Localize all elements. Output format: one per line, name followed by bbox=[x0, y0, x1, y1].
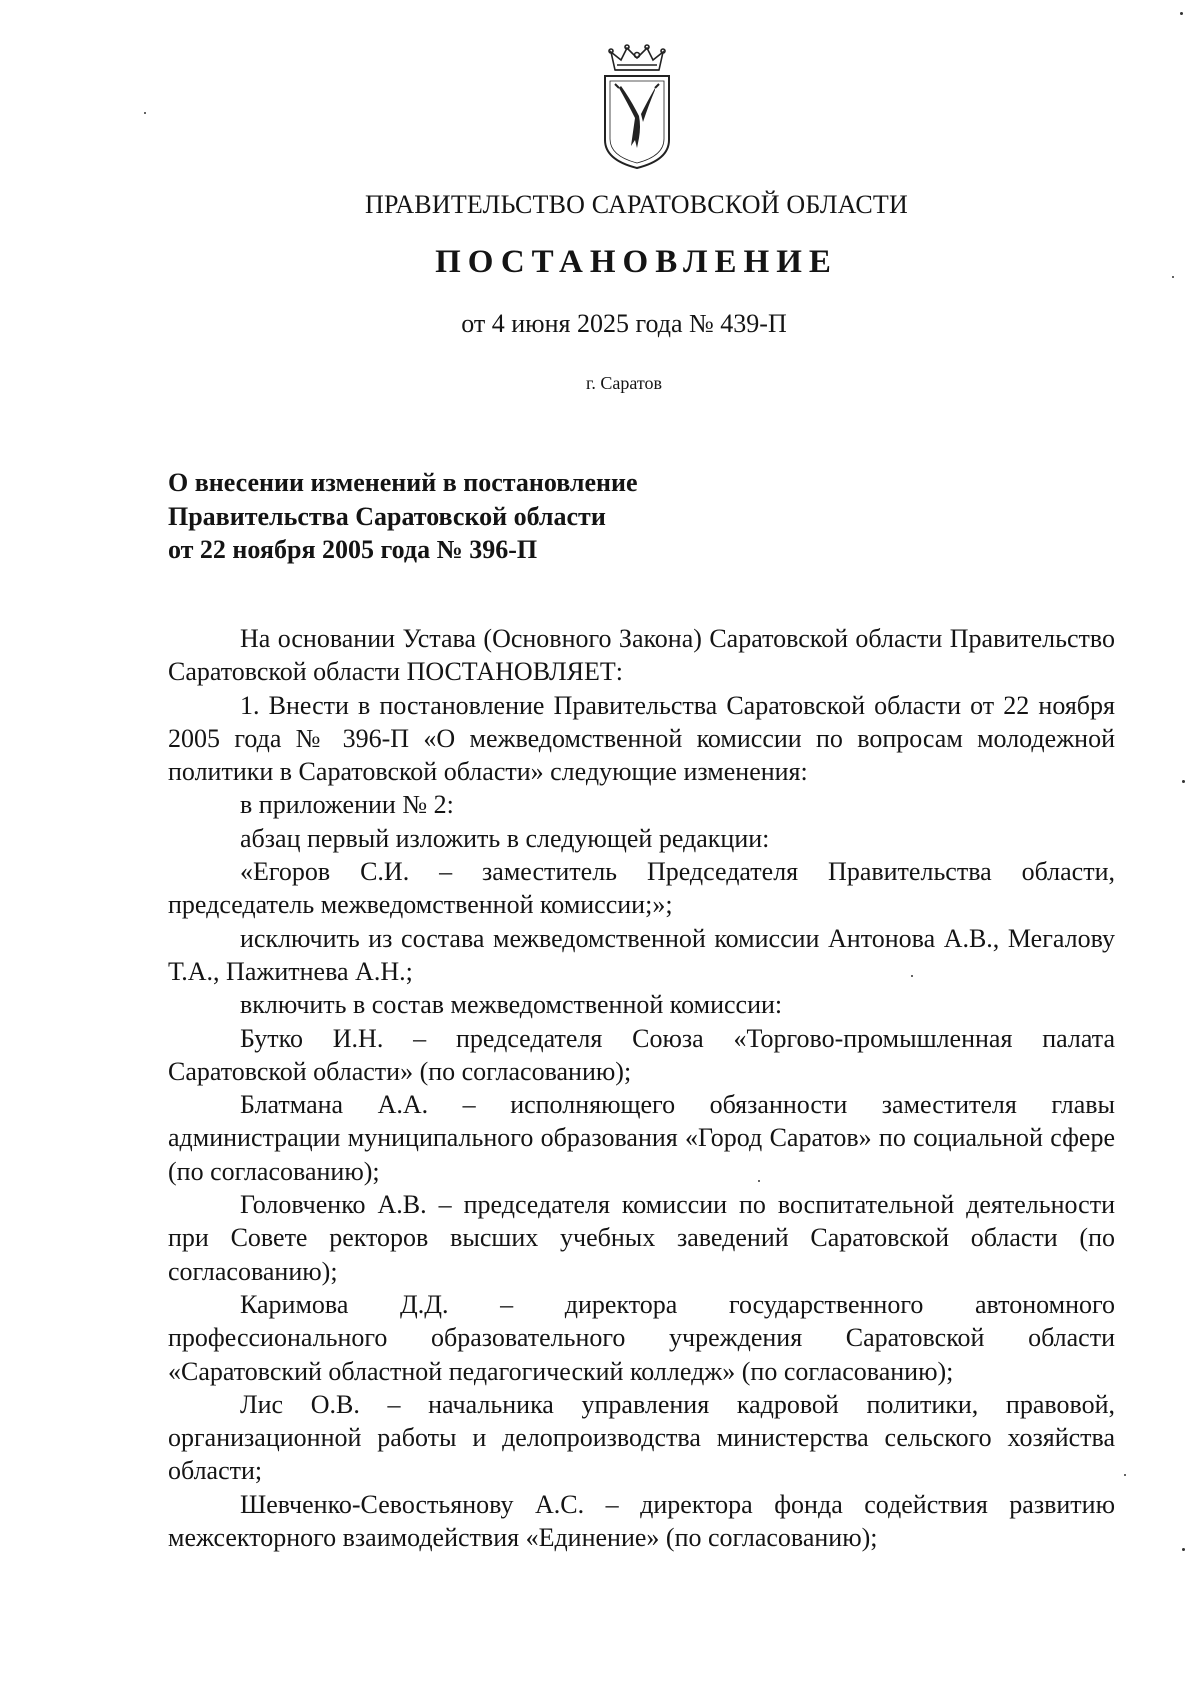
document-subject bbox=[168, 466, 888, 567]
body-paragraph: Головченко А.В. – председателя комиссии по воспитательной деятельности при Совете ректоров высших учебных заведений Саратовской области (по согласованию); bbox=[168, 1190, 1115, 1286]
scan-speck bbox=[1124, 1474, 1126, 1476]
scan-speck bbox=[758, 1180, 760, 1182]
body-paragraph: Бутко И.Н. – председателя Союза «Торгово-промышленная палата Саратовской области» (по согласованию); bbox=[168, 1023, 1115, 1086]
body-paragraph: На основании Устава (Основного Закона) Саратовской области Правительство Саратовской области ПОСТАНОВЛЯЕТ: bbox=[168, 624, 1115, 687]
body-paragraph: Лис О.В. – начальника управления кадровой политики, правовой, организационной работы и делопроизводства министерства сельского хозяйства области; bbox=[168, 1389, 1115, 1486]
scan-speck bbox=[1172, 276, 1174, 278]
organization-title: ПРАВИТЕЛЬСТВО САРАТОВСКОЙ ОБЛАСТИ bbox=[365, 190, 908, 219]
scan-speck bbox=[144, 112, 146, 114]
subject-line: от 22 ноября 2005 года № 396-П bbox=[168, 535, 538, 564]
document-body bbox=[168, 622, 1115, 1554]
body-paragraph: Шевченко-Севостьянову А.С. – директора фонда содействия развитию межсекторного взаимодействия «Единение» (по согласованию); bbox=[168, 1489, 1115, 1553]
scan-speck bbox=[1182, 1548, 1185, 1551]
body-paragraph: Блатмана А.А. – исполняющего обязанности заместителя главы администрации муниципального образования «Город Саратов» по социальной сфере (по согласованию); bbox=[168, 1090, 1115, 1186]
document-date-number: от 4 июня 2025 года № 439-П bbox=[461, 309, 787, 338]
scan-speck bbox=[1180, 12, 1183, 15]
body-paragraph: в приложении № 2: bbox=[240, 790, 454, 820]
subject-line: Правительства Саратовской области bbox=[168, 501, 606, 531]
body-paragraph: исключить из состава межведомственной комиссии Антонова А.В., Мегалову Т.А., Пажитнева А.Н.; bbox=[168, 923, 1115, 986]
scan-speck bbox=[1182, 780, 1185, 783]
body-paragraph: абзац первый изложить в следующей редакции: bbox=[240, 823, 770, 853]
scan-speck bbox=[911, 975, 913, 977]
body-paragraph: 1. Внести в постановление Правительства Саратовской области от 22 ноября 2005 года № 396-П «О межведомственной комиссии по вопросам молодежной политики в Саратовской области» следующие изменения: bbox=[168, 690, 1115, 787]
document-city: г. Саратов bbox=[586, 373, 662, 393]
body-paragraph: Каримова Д.Д. – директора государственного автономного профессионального образовательного учреждения Саратовской области «Саратовский областной педагогический колледж» (по согласованию); bbox=[168, 1289, 1115, 1386]
subject-line: О внесении изменений в постановление bbox=[168, 468, 638, 497]
document-type: ПОСТАНОВЛЕНИЕ bbox=[435, 244, 838, 280]
body-paragraph: включить в состав межведомственной комиссии: bbox=[240, 990, 783, 1020]
body-paragraph: «Егоров С.И. – заместитель Председателя Правительства области, председатель межведомственной комиссии;»; bbox=[168, 857, 1115, 920]
coat-of-arms-emblem bbox=[597, 42, 677, 170]
